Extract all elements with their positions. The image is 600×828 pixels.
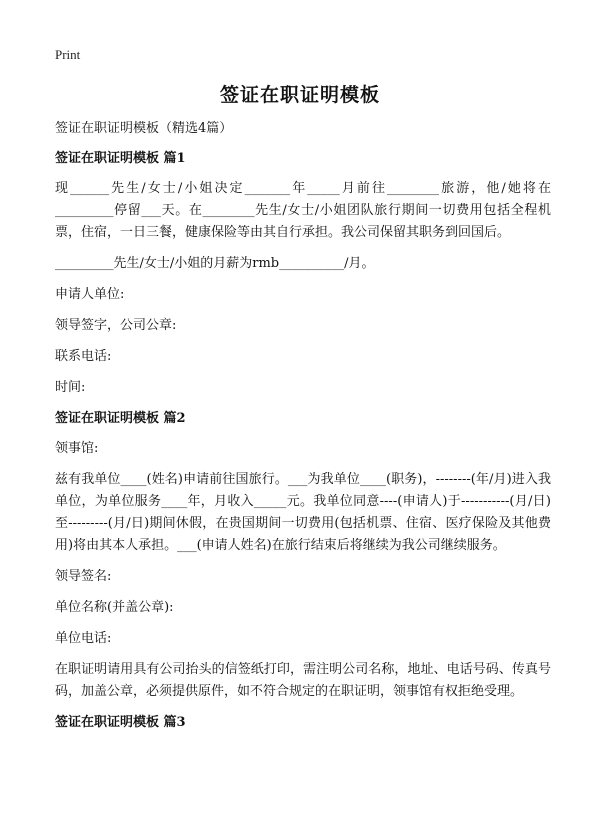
section-1-paragraph-1: 现______先生/女士/小姐决定_______年_____月前往________旅游，他/她将在_________停留___天。在________先生/女士/小姐团队旅行期间一切费用包括全程机票，住宿，一日三餐，健康保险等由其自行承担。我公司保留其职务到回国后。 xyxy=(55,181,551,240)
document-title: 签证在职证明模板 xyxy=(219,84,380,106)
section-heading-1: 签证在职证明模板 篇1 xyxy=(55,151,186,166)
field-contact-phone: 联系电话: xyxy=(55,349,112,364)
section-heading-3: 签证在职证明模板 篇3 xyxy=(55,715,186,730)
field-applicant-unit: 申请人单位: xyxy=(55,287,125,302)
section-2-note: 在职证明请用具有公司抬头的信签纸打印，需注明公司名称，地址、电话号码、传真号码，加盖公章，必须提供原件，如不符合规定的在职证明，领事馆有权拒绝受理。 xyxy=(55,662,551,699)
field-leader-signature-seal: 领导签字，公司公章: xyxy=(55,318,177,333)
field-date: 时间: xyxy=(55,380,86,395)
salutation-consulate: 领事馆: xyxy=(55,441,99,456)
field-unit-phone: 单位电话: xyxy=(55,631,112,646)
document-subtitle: 签证在职证明模板（精选4篇） xyxy=(55,121,233,136)
field-leader-signature: 领导签名: xyxy=(55,569,112,584)
section-1-paragraph-2: _________先生/女士/小姐的月薪为rmb__________/月。 xyxy=(55,256,375,271)
document-body xyxy=(55,118,551,742)
field-unit-name: 单位名称(并盖公章): xyxy=(55,600,174,615)
section-2-paragraph-1: 兹有我单位____(姓名)申请前往国旅行。___为我单位____(职务)，--------(年/月)进入我单位，为单位服务____年，月收入_____元。我单位同意----(申请人)于-----------(月/日)至---------(月/日)期间休假，在贵国期间一切费用(包括机票、住宿、医疗保险及其他费用)将由其本人承担。___(申请人姓名)在旅行结束后将继续为我公司继续服务。 xyxy=(55,472,551,553)
print-link[interactable]: Print xyxy=(55,47,81,62)
section-heading-2: 签证在职证明模板 篇2 xyxy=(55,411,186,426)
